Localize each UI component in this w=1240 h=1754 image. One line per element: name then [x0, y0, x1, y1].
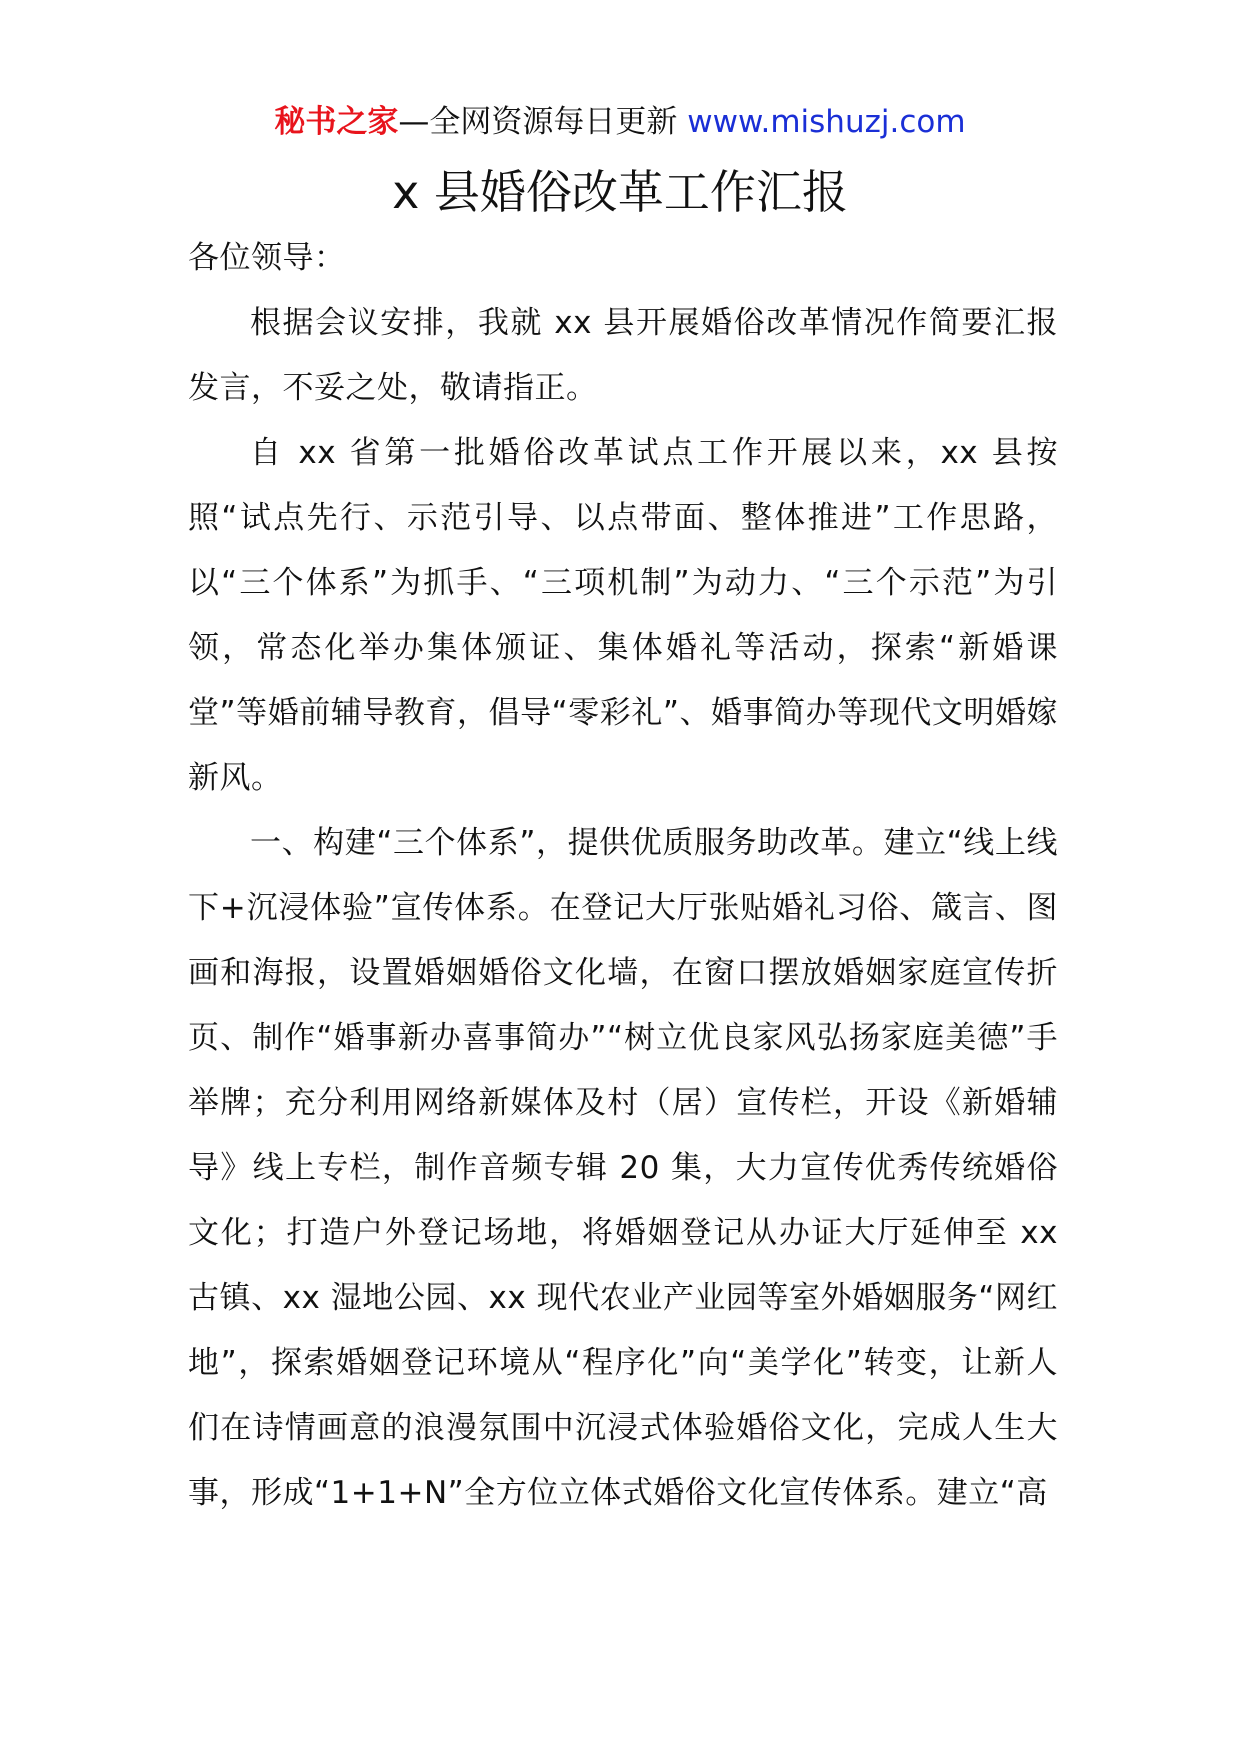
brand-name: 秘书之家 — [274, 104, 399, 140]
paragraph-overview: 自 xx 省第一批婚俗改革试点工作开展以来，xx 县按照“试点先行、示范引导、以点带面、整体推进”工作思路，以“三个体系”为抓手、“三项机制”为动力、“三个示范”为引领，常态化举办集体颁证、集体婚礼等活动，探索“新婚课堂”等婚前辅导教育，倡导“零彩礼”、婚事简办等现代文明婚嫁新风。 — [188, 435, 1058, 796]
document-title: x 县婚俗改革工作汇报 — [392, 165, 848, 219]
site-slogan: —全网资源每日更新 — [398, 104, 678, 140]
paragraph-section-one: 一、构建“三个体系”，提供优质服务助改革。建立“线上线下+沉浸体验”宣传体系。在登记大厅张贴婚礼习俗、箴言、图画和海报，设置婚姻婚俗文化墙，在窗口摆放婚姻家庭宣传折页、制作“婚事新办喜事简办”“树立优良家风弘扬家庭美德”手举牌；充分利用网络新媒体及村（居）宣传栏，开设《新婚辅导》线上专栏，制作音频专辑 20 集，大力宣传优秀传统婚俗文化；打造户外登记场地，将婚姻登记从办证大厅延伸至 xx 古镇、xx 湿地公园、xx 现代农业产业园等室外婚姻服务“网红地”，探索婚姻登记环境从“程序化”向“美学化”转变，让新人们在诗情画意的浪漫氛围中沉浸式体验婚俗文化，完成人生大事，形成“1+1+N”全方位立体式婚俗文化宣传体系。建立“高 — [188, 825, 1058, 1511]
salutation: 各位领导： — [188, 240, 346, 276]
document-body — [188, 226, 1058, 1526]
site-url-link[interactable]: www.mishuzj.com — [677, 104, 966, 140]
site-banner — [0, 100, 1240, 144]
paragraph-intro: 根据会议安排，我就 xx 县开展婚俗改革情况作简要汇报发言，不妥之处，敬请指正。 — [188, 305, 1058, 406]
